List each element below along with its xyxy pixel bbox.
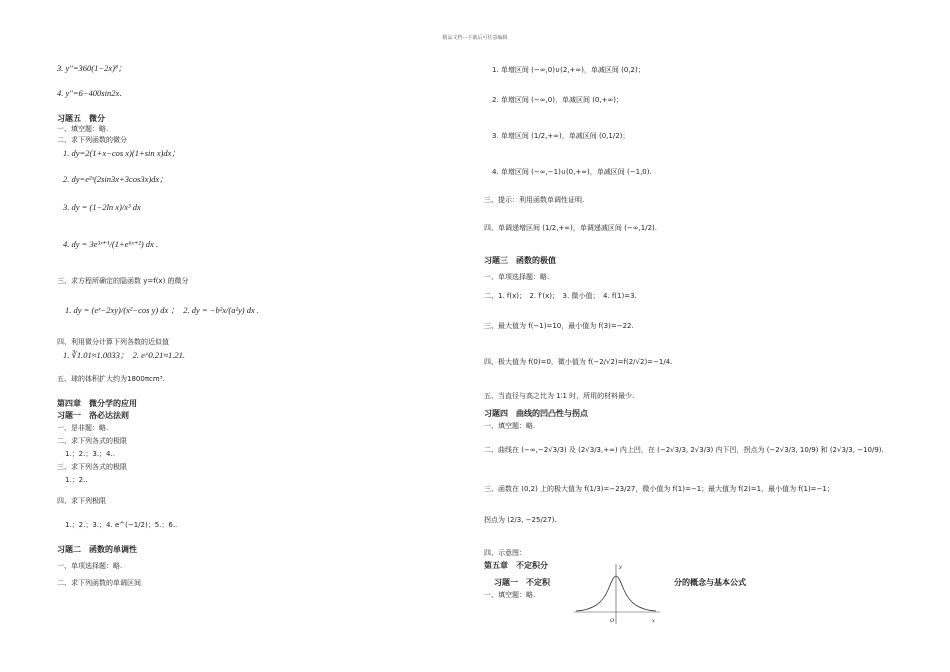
right-line: 二、曲线在 (−∞,−2√3/3) 及 (2√3/3,+∞) 内上凹，在 (−2√3/3, 2√3/3) 内下凹，拐点为 (−2√3/3, 10/9) 和 (2√3/3, −10/9). (484, 446, 884, 454)
left-line: 三、求方程所确定的隐函数 y=f(x) 的微分 (57, 277, 189, 285)
left-line: 二、求下列函数的单调区间 (57, 579, 141, 587)
right-line: 三、函数在 (0,2) 上的极大值为 f(1/3)=−23/27，微小值为 f(1)=−1；最大值为 f(2)=1，最小值为 f(1)=−1； (484, 485, 834, 493)
right-line: 习题一 不定积 (494, 578, 550, 587)
left-line: 五、球的体积扩大约为1800πcm³. (57, 375, 165, 383)
right-line: 五、当直径与高之比为 1∶1 时，所用的材料最少. (484, 392, 635, 400)
left-line: 3. y″=360(1−2x)⁸； (57, 63, 127, 73)
right-line: 3. 单增区间 (1/2,+∞)，单减区间 (0,1/2)； (492, 132, 630, 140)
right-line: 一、填空题：略. (484, 422, 536, 430)
left-line: 四、求下列极限 (57, 497, 106, 505)
right-line: 习题四 曲线的凹凸性与拐点 (484, 409, 588, 418)
right-line: 三、最大值为 f(−1)=10，最小值为 f(3)=−22. (484, 322, 634, 330)
left-line: 二、求下列函数的微分 (57, 136, 127, 144)
left-line: 一、填空题：略. (57, 125, 109, 133)
x-axis-label: x (652, 618, 655, 624)
left-line: 1. dy = (eˣ−2xy)/(x²−cos y) dx ； 2. dy = −b²x/(a²y) dx . (65, 305, 260, 315)
left-line: 1.；2.. (65, 476, 88, 484)
right-line: 三、提示：利用函数单调性证明. (484, 196, 585, 204)
right-line: 四、单调递增区间 (1/2,+∞)，单调递减区间 (−∞,1/2). (484, 224, 657, 232)
origin-label: O (610, 618, 615, 624)
right-line: 二、1. f(x)； 2. f′(x)； 3. 微小值； 4. f(1)=3. (484, 292, 637, 300)
left-line: 1. ∛1.01≈1.0033； 2. e^0.21≈1.21. (63, 350, 185, 360)
right-line: 四、极大值为 f(0)=0，微小值为 f(−2/√2)=f(2/√2)=−1/4. (484, 358, 673, 366)
left-line: 习题二 函数的单调性 (57, 545, 137, 554)
right-line: 习题三 函数的极值 (484, 256, 556, 265)
right-line: 第五章 不定积分 (484, 561, 548, 570)
left-line: 2. dy=e²ˣ(2sin3x+3cos3x)dx； (63, 174, 168, 184)
right-line: 拐点为 (2/3, −25/27). (484, 516, 557, 524)
right-line: 2. 单增区间 (−∞,0)，单减区间 (0,+∞)； (492, 96, 624, 104)
bell-curve-figure (572, 560, 662, 626)
left-line: 3. dy = (1−2ln x)/x³ dx (63, 202, 141, 212)
left-line: 1.；2.；3.；4.. (65, 450, 115, 458)
right-line: 分的概念与基本公式 (674, 578, 746, 587)
left-line: 四、利用微分计算下列各数的近似值 (57, 338, 169, 346)
left-line: 习题五 微分 (57, 114, 105, 123)
left-line: 一、是非题：略. (57, 424, 109, 432)
right-line: 1. 单增区间 (−∞,0)∪(2,+∞)，单减区间 (0,2)； (492, 66, 645, 74)
left-line: 第四章 微分学的应用 (57, 399, 137, 408)
right-line: 一、填空题：略. (484, 591, 536, 599)
right-line: 4. 单增区间 (−∞,−1)∪(0,+∞)，单减区间 (−1,0). (492, 168, 652, 176)
left-line: 一、单项选择题：略. (57, 562, 123, 570)
left-line: 1.；2.；3.；4. e^(−1/2)；5.；6.. (65, 521, 178, 529)
left-line: 4. dy = 3e³ˣ⁺¹/(1+e⁶ˣ⁺²) dx . (63, 239, 159, 249)
left-line: 习题一 洛必达法则 (57, 411, 129, 420)
page-header: 精品文档---下载后可任意编辑 (442, 35, 508, 41)
right-line: 一、单项选择题：略. (484, 273, 550, 281)
left-line: 1. dy=2(1+x−cos x)(1+sin x)dx； (63, 148, 180, 158)
left-line: 二、求下列各式的极限 (57, 437, 127, 445)
left-line: 三、求下列各式的极限 (57, 463, 127, 471)
right-line: 四、示意图： (484, 549, 526, 557)
y-axis-label: y (619, 564, 622, 570)
left-line: 4. y″=6−400sin2x． (57, 88, 128, 98)
